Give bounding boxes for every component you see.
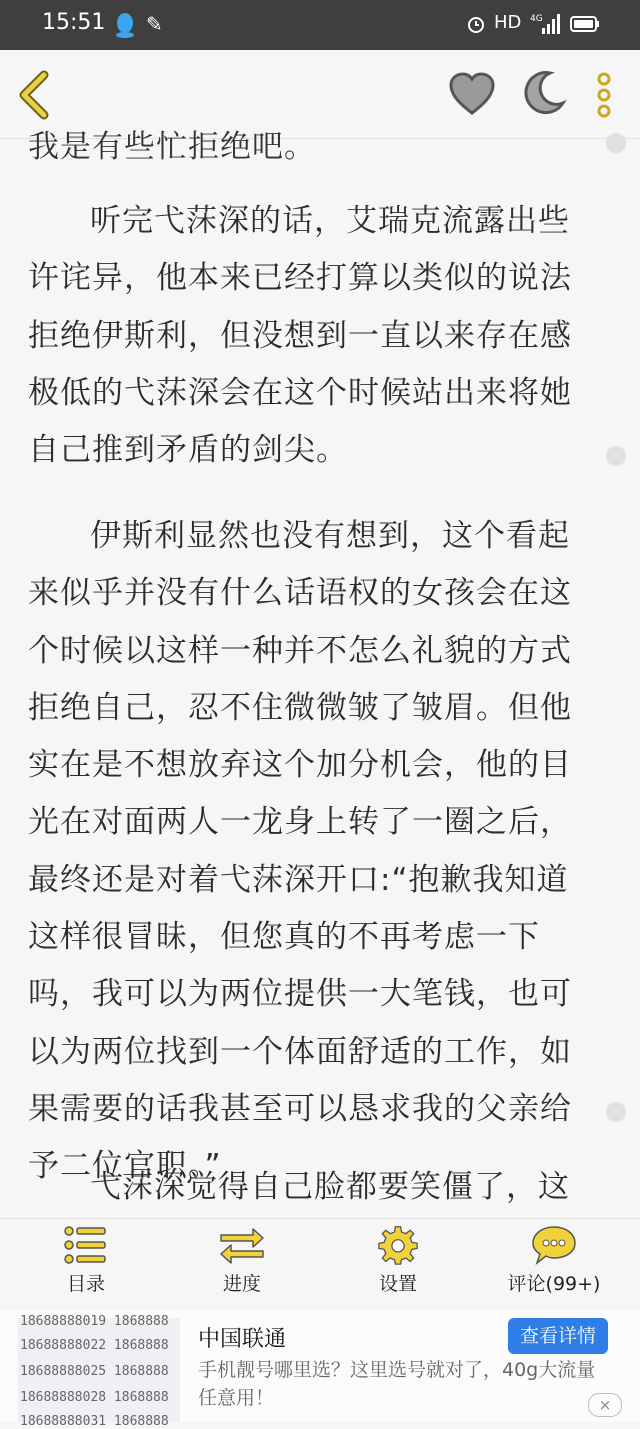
bottom-nav <box>0 1218 640 1311</box>
notification-app-icon: ✎ <box>146 12 163 36</box>
ad-image-row: 18688888025 1868888 <box>20 1364 169 1379</box>
moon-icon[interactable] <box>520 70 566 116</box>
ad-banner[interactable] <box>0 1310 640 1429</box>
signal-label: 4G <box>530 14 543 24</box>
qq-icon <box>114 12 136 38</box>
ad-image-row: 18688888022 1868888 <box>20 1338 169 1353</box>
paragraph: 听完弋莯深的话，艾瑞克流露出些许诧异，他本来已经打算以类似的说法拒绝伊斯利，但没想到一直以来存在感极低的弋莯深会在这个时候站出来将她自己推到矛盾的剑尖。 <box>28 203 572 469</box>
back-button[interactable] <box>14 70 54 120</box>
nav-item-settings[interactable] <box>338 1225 458 1309</box>
paragraph: 弋莯深觉得自己脸都要笑僵了，这 <box>90 1169 570 1205</box>
ad-description: 手机靓号哪里选？这里选号就对了，40g大流量任意用！ <box>198 1359 596 1409</box>
nav-label: 目录 <box>66 1273 105 1295</box>
nav-label: 设置 <box>378 1273 417 1295</box>
ad-image-row: 18688888028 1868888 <box>20 1390 169 1405</box>
list-icon <box>63 1225 109 1265</box>
nav-item-progress[interactable] <box>182 1225 302 1309</box>
battery-icon <box>570 16 600 32</box>
ad-image[interactable] <box>18 1314 180 1429</box>
nav-label: 评论(99+) <box>507 1273 601 1295</box>
signal-icon <box>530 12 560 36</box>
ad-title: 中国联通 <box>198 1327 287 1352</box>
ad-cta-button[interactable]: 查看详情 <box>508 1318 608 1354</box>
swap-arrows-icon <box>219 1225 265 1265</box>
page-marker-dot <box>606 1102 626 1122</box>
reader-content[interactable] <box>0 129 640 1218</box>
alarm-icon <box>466 14 486 34</box>
chat-bubble-icon <box>531 1225 577 1265</box>
hd-label: HD <box>494 12 522 33</box>
nav-label: 进度 <box>222 1273 261 1295</box>
page-marker-dot <box>606 133 626 153</box>
ad-image-row: 18688888031 1868888 <box>20 1414 169 1429</box>
nav-item-catalog[interactable] <box>26 1225 146 1309</box>
heart-icon[interactable] <box>448 72 496 116</box>
ad-close-button[interactable]: × <box>588 1393 622 1417</box>
nav-item-comments[interactable] <box>494 1225 614 1309</box>
gear-icon <box>375 1225 421 1265</box>
status-bar <box>0 0 640 50</box>
ad-image-row: 18688888019 1868888 <box>20 1314 169 1329</box>
page-marker-dot <box>606 446 626 466</box>
partial-text-line: 我是有些忙拒绝吧。 <box>28 129 316 165</box>
paragraph: 伊斯利显然也没有想到，这个看起来似乎并没有什么话语权的女孩会在这个时候以这样一种并不怎么礼貌的方式拒绝自己，忍不住微微皱了皱眉。但他实在是不想放弃这个加分机会，他的目光在对面两人一龙身上转了一圈之后，最终还是对着弋莯深开口:“抱歉我知道这样很冒昧，但您真的不再考虑一下吗，我可以为两位提供一大笔钱，也可以为两位找到一个体面舒适的工作，如果需要的话我甚至可以恳求我的父亲给予二位官职。” <box>28 518 572 1185</box>
more-vertical-icon[interactable] <box>592 72 616 118</box>
status-time: 15:51 <box>42 10 106 35</box>
